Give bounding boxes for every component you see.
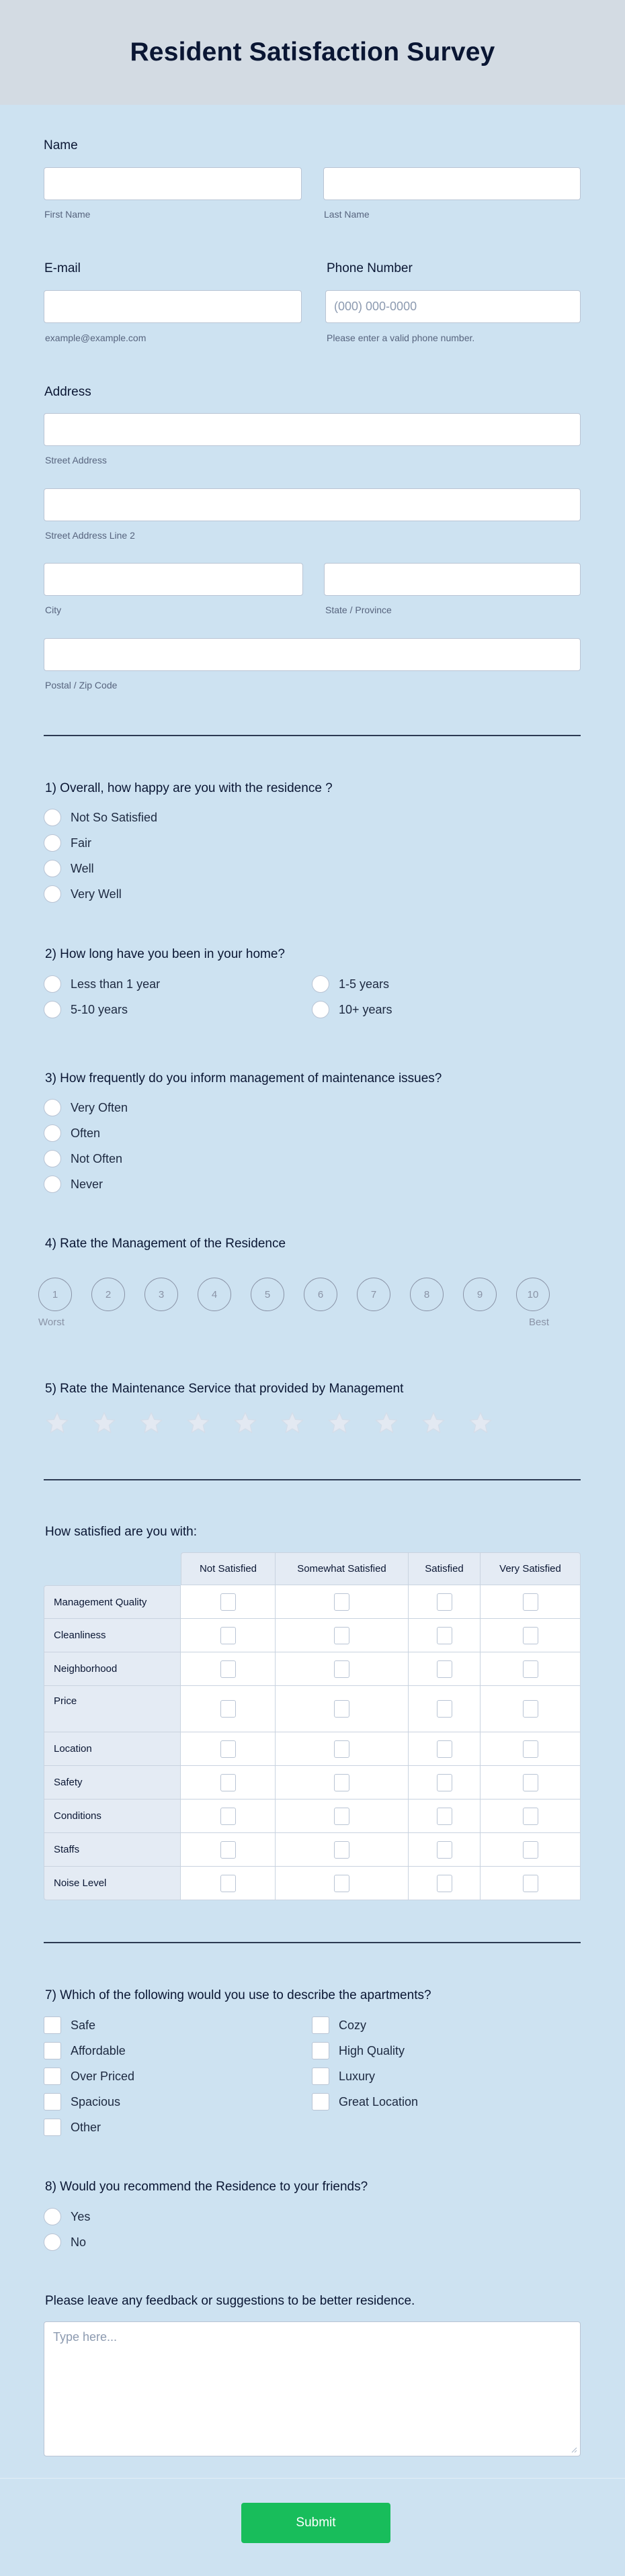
matrix-checkbox[interactable] [334, 1740, 349, 1758]
scale-option-9[interactable]: 9 [463, 1278, 497, 1311]
page-title: Resident Satisfaction Survey [130, 38, 495, 66]
q7-option-great-location[interactable] [312, 2093, 418, 2111]
feedback-field[interactable] [44, 2321, 581, 2456]
resize-handle-icon[interactable] [571, 2446, 577, 2453]
q7-option-high-quality[interactable] [312, 2042, 405, 2059]
street-address-sublabel: Street Address [45, 455, 107, 465]
q7-option-affordable[interactable] [44, 2042, 126, 2059]
radio-button[interactable] [44, 2233, 61, 2251]
star-icon[interactable] [326, 1411, 353, 1436]
q8-option-no[interactable] [44, 2233, 86, 2251]
q7-question: 7) Which of the following would you use to describe the apartments? [45, 1988, 431, 2002]
first-name-sublabel: First Name [44, 209, 91, 220]
q8-question: 8) Would you recommend the Residence to your friends? [45, 2180, 368, 2194]
matrix-checkbox[interactable] [334, 1841, 349, 1859]
matrix-checkbox[interactable] [523, 1774, 538, 1791]
option-label: Very Often [71, 1100, 128, 1114]
q2-option-1-5-years[interactable] [312, 975, 389, 993]
last-name-input[interactable] [324, 168, 580, 199]
radio-button[interactable] [44, 885, 61, 903]
email-sublabel: example@example.com [45, 332, 147, 343]
scale-option-5[interactable]: 5 [251, 1278, 284, 1311]
q8-option-yes[interactable] [44, 2208, 90, 2225]
matrix-checkbox[interactable] [437, 1593, 452, 1611]
zip-input[interactable] [44, 639, 580, 670]
radio-button[interactable] [312, 975, 329, 993]
matrix-row [44, 1766, 581, 1800]
zip-field[interactable] [44, 638, 581, 671]
matrix-cell [276, 1833, 409, 1867]
radio-button[interactable] [44, 2208, 61, 2225]
matrix-cell [409, 1585, 481, 1619]
matrix-checkbox[interactable] [437, 1841, 452, 1859]
city-sublabel: City [45, 605, 62, 615]
last-name-sublabel: Last Name [324, 209, 370, 220]
option-label: Never [71, 1177, 103, 1191]
matrix-cell [481, 1686, 581, 1732]
q3-option-often[interactable] [44, 1124, 100, 1142]
matrix-cell [481, 1585, 581, 1619]
matrix-checkbox[interactable] [334, 1774, 349, 1791]
matrix-cell [481, 1833, 581, 1867]
scale-min-label: Worst [38, 1317, 65, 1328]
matrix-cell [481, 1800, 581, 1833]
matrix-cell [481, 1766, 581, 1800]
matrix-row [44, 1833, 581, 1867]
matrix-cell [181, 1619, 276, 1652]
checkbox[interactable] [44, 2119, 61, 2136]
matrix-cell [181, 1652, 276, 1686]
street-address-field[interactable] [44, 413, 581, 446]
email-label: E-mail [44, 261, 81, 275]
phone-label: Phone Number [327, 261, 413, 275]
matrix-checkbox[interactable] [523, 1740, 538, 1758]
matrix-checkbox[interactable] [523, 1593, 538, 1611]
option-label: Not Often [71, 1151, 123, 1165]
matrix-cell [181, 1585, 276, 1619]
phone-field[interactable] [325, 290, 581, 323]
matrix-cell [409, 1619, 481, 1652]
matrix-cell [181, 1766, 276, 1800]
option-label: No [71, 2235, 87, 2249]
row-header: Safety [44, 1766, 181, 1800]
option-label: Very Well [71, 887, 122, 901]
q6-question: How satisfied are you with: [45, 1525, 197, 1539]
matrix-cell [276, 1800, 409, 1833]
star-icon[interactable] [232, 1411, 259, 1436]
scale-option-1[interactable]: 1 [38, 1278, 72, 1311]
column-header: Not Satisfied [181, 1552, 276, 1585]
state-input[interactable] [325, 564, 580, 595]
q3-option-not-often[interactable] [44, 1150, 122, 1167]
q2-option-5-10-years[interactable] [44, 1001, 128, 1018]
q7-option-spacious[interactable] [44, 2093, 120, 2111]
column-header: Somewhat Satisfied [276, 1552, 409, 1585]
matrix-checkbox[interactable] [523, 1841, 538, 1859]
option-label: Great Location [339, 2094, 419, 2108]
matrix-checkbox[interactable] [437, 1740, 452, 1758]
q3-option-very-often[interactable] [44, 1099, 128, 1116]
star-icon[interactable] [373, 1411, 400, 1436]
feedback-textarea[interactable] [44, 2322, 580, 2456]
checkbox[interactable] [312, 2016, 329, 2034]
scale-max-label: Best [529, 1317, 550, 1328]
matrix-checkbox[interactable] [220, 1841, 236, 1859]
option-label: Well [71, 861, 94, 875]
q2-option-10-plus-years[interactable] [312, 1001, 392, 1018]
matrix-corner [44, 1552, 181, 1585]
checkbox[interactable] [312, 2068, 329, 2085]
checkbox[interactable] [44, 2042, 61, 2059]
matrix-cell [481, 1619, 581, 1652]
option-label: Not So Satisfied [71, 810, 158, 824]
scale-option-4[interactable]: 4 [198, 1278, 231, 1311]
matrix-checkbox[interactable] [523, 1875, 538, 1892]
section-divider [44, 1479, 581, 1480]
star-icon[interactable] [279, 1411, 306, 1436]
matrix-cell [276, 1619, 409, 1652]
checkbox[interactable] [312, 2042, 329, 2059]
radio-button[interactable] [44, 975, 61, 993]
matrix-checkbox[interactable] [220, 1808, 236, 1825]
matrix-row [44, 1867, 581, 1900]
radio-button[interactable] [312, 1001, 329, 1018]
matrix-checkbox[interactable] [220, 1627, 236, 1644]
radio-button[interactable] [44, 834, 61, 852]
city-field[interactable] [44, 563, 303, 596]
matrix-checkbox[interactable] [437, 1627, 452, 1644]
radio-button[interactable] [44, 1001, 61, 1018]
option-label: Often [71, 1126, 101, 1140]
matrix-cell [276, 1732, 409, 1766]
matrix-checkbox[interactable] [220, 1660, 236, 1678]
matrix-row [44, 1652, 581, 1686]
scale-option-6[interactable]: 6 [304, 1278, 337, 1311]
matrix-cell [181, 1732, 276, 1766]
matrix-cell [409, 1686, 481, 1732]
q1-option-not-so-satisfied[interactable] [44, 809, 157, 826]
matrix-row [44, 1732, 581, 1766]
address-label: Address [44, 385, 91, 399]
row-header: Conditions [44, 1800, 181, 1833]
q3-question: 3) How frequently do you inform management of maintenance issues? [45, 1071, 442, 1085]
row-header: Neighborhood [44, 1652, 181, 1686]
matrix-row [44, 1686, 581, 1732]
option-label: Cozy [339, 2018, 367, 2032]
zip-sublabel: Postal / Zip Code [45, 680, 118, 691]
matrix-cell [276, 1652, 409, 1686]
matrix-checkbox[interactable] [220, 1740, 236, 1758]
option-label: Less than 1 year [71, 977, 161, 991]
matrix-cell [481, 1652, 581, 1686]
row-header: Location [44, 1732, 181, 1766]
matrix-cell [181, 1686, 276, 1732]
scale-option-7[interactable]: 7 [357, 1278, 390, 1311]
q7-option-luxury[interactable] [312, 2068, 375, 2085]
checkbox[interactable] [44, 2068, 61, 2085]
checkbox[interactable] [44, 2016, 61, 2034]
matrix-cell [409, 1833, 481, 1867]
matrix-checkbox[interactable] [437, 1660, 452, 1678]
form-header [0, 0, 625, 105]
option-label: 5-10 years [71, 1002, 128, 1016]
phone-sublabel: Please enter a valid phone number. [327, 332, 475, 343]
q4-question: 4) Rate the Management of the Residence [45, 1237, 286, 1251]
matrix-cell [276, 1686, 409, 1732]
phone-input[interactable] [326, 291, 580, 322]
email-input[interactable] [44, 291, 301, 322]
section-divider [44, 1942, 581, 1943]
option-label: Affordable [71, 2043, 126, 2057]
option-label: Luxury [339, 2069, 376, 2083]
matrix-cell [181, 1867, 276, 1900]
option-label: High Quality [339, 2043, 405, 2057]
radio-button[interactable] [44, 860, 61, 877]
matrix-row [44, 1800, 581, 1833]
matrix-checkbox[interactable] [437, 1875, 452, 1892]
matrix-cell [481, 1867, 581, 1900]
option-label: Safe [71, 2018, 96, 2032]
matrix-cell [409, 1800, 481, 1833]
option-label: Yes [71, 2209, 91, 2223]
star-icon[interactable] [467, 1411, 494, 1436]
state-field[interactable] [324, 563, 581, 596]
option-label: Fair [71, 836, 91, 850]
first-name-input[interactable] [44, 168, 301, 199]
row-header: Noise Level [44, 1867, 181, 1900]
street-address-2-input[interactable] [44, 489, 580, 521]
first-name-field[interactable] [44, 167, 302, 200]
radio-button[interactable] [44, 1099, 61, 1116]
star-icon[interactable] [185, 1411, 212, 1436]
street-address-2-field[interactable] [44, 488, 581, 521]
matrix-cell [276, 1585, 409, 1619]
submit-button[interactable]: Submit [241, 2503, 390, 2543]
q1-option-well[interactable] [44, 860, 94, 877]
row-header: Price [44, 1686, 181, 1732]
star-icon[interactable] [138, 1411, 165, 1436]
matrix-checkbox[interactable] [220, 1593, 236, 1611]
q7-option-other[interactable] [44, 2119, 101, 2136]
feedback-label: Please leave any feedback or suggestions to be better residence. [45, 2294, 415, 2308]
matrix-checkbox[interactable] [220, 1774, 236, 1791]
matrix-row [44, 1585, 581, 1619]
matrix-cell [181, 1800, 276, 1833]
q5-question: 5) Rate the Maintenance Service that provided by Management [45, 1382, 404, 1396]
radio-button[interactable] [44, 1124, 61, 1142]
row-header: Staffs [44, 1833, 181, 1867]
q7-option-safe[interactable] [44, 2016, 95, 2034]
radio-button[interactable] [44, 1175, 61, 1193]
checkbox[interactable] [44, 2093, 61, 2111]
q2-question: 2) How long have you been in your home? [45, 947, 286, 961]
matrix-checkbox[interactable] [523, 1700, 538, 1718]
matrix-checkbox[interactable] [334, 1593, 349, 1611]
matrix-checkbox[interactable] [334, 1627, 349, 1644]
star-icon[interactable] [91, 1411, 118, 1436]
option-label: Other [71, 2120, 101, 2134]
q1-option-fair[interactable] [44, 834, 91, 852]
matrix-checkbox[interactable] [523, 1660, 538, 1678]
matrix-cell [276, 1867, 409, 1900]
matrix-checkbox[interactable] [523, 1808, 538, 1825]
row-header: Management Quality [44, 1585, 181, 1619]
state-sublabel: State / Province [325, 605, 392, 615]
radio-button[interactable] [44, 809, 61, 826]
matrix-checkbox[interactable] [334, 1808, 349, 1825]
option-label: Spacious [71, 2094, 121, 2108]
q7-option-over-priced[interactable] [44, 2068, 134, 2085]
matrix-cell [409, 1766, 481, 1800]
column-header: Satisfied [409, 1552, 481, 1585]
matrix-checkbox[interactable] [523, 1627, 538, 1644]
street-address-input[interactable] [44, 414, 580, 445]
matrix-row [44, 1619, 581, 1652]
scale-option-2[interactable]: 2 [91, 1278, 125, 1311]
email-field[interactable] [44, 290, 302, 323]
satisfaction-matrix [44, 1552, 581, 1900]
matrix-cell [481, 1732, 581, 1766]
matrix-checkbox[interactable] [334, 1875, 349, 1892]
matrix-checkbox[interactable] [334, 1700, 349, 1718]
last-name-field[interactable] [323, 167, 581, 200]
scale-option-10[interactable]: 10 [516, 1278, 550, 1311]
option-label: 1-5 years [339, 977, 390, 991]
matrix-cell [276, 1766, 409, 1800]
matrix-checkbox[interactable] [220, 1700, 236, 1718]
q7-option-cozy[interactable] [312, 2016, 366, 2034]
matrix-checkbox[interactable] [437, 1808, 452, 1825]
q1-option-very-well[interactable] [44, 885, 122, 903]
name-label: Name [44, 138, 78, 152]
scale-option-8[interactable]: 8 [410, 1278, 444, 1311]
matrix-cell [181, 1833, 276, 1867]
row-header: Cleanliness [44, 1619, 181, 1652]
matrix-checkbox[interactable] [220, 1875, 236, 1892]
radio-button[interactable] [44, 1150, 61, 1167]
matrix-checkbox[interactable] [437, 1774, 452, 1791]
scale-option-3[interactable]: 3 [144, 1278, 178, 1311]
column-header: Very Satisfied [481, 1552, 581, 1585]
q3-option-never[interactable] [44, 1175, 103, 1193]
matrix-checkbox[interactable] [334, 1660, 349, 1678]
matrix-checkbox[interactable] [437, 1700, 452, 1718]
star-icon[interactable] [44, 1411, 71, 1436]
footer-divider [0, 2478, 625, 2479]
option-label: 10+ years [339, 1002, 392, 1016]
city-input[interactable] [44, 564, 302, 595]
option-label: Over Priced [71, 2069, 135, 2083]
section-divider [44, 735, 581, 736]
q2-option-less-than-1-year[interactable] [44, 975, 160, 993]
matrix-cell [409, 1867, 481, 1900]
star-icon[interactable] [420, 1411, 447, 1436]
matrix-cell [409, 1652, 481, 1686]
checkbox[interactable] [312, 2093, 329, 2111]
q1-question: 1) Overall, how happy are you with the residence ? [45, 781, 333, 795]
street-address-2-sublabel: Street Address Line 2 [45, 530, 135, 541]
matrix-cell [409, 1732, 481, 1766]
